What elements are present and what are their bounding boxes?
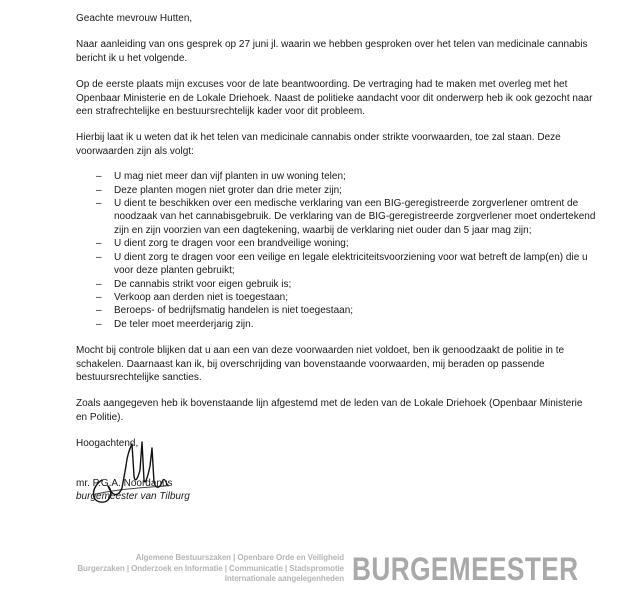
signer-title: burgemeester van Tilburg [76, 490, 190, 502]
condition-item: – U dient zorg te dragen voor een veilige en legale elektriciteitsvoorziening voor wat betreft de lamp(en) die u voor deze planten gebruikt; [76, 251, 596, 278]
footer-departments [72, 553, 344, 585]
condition-item: – De cannabis strikt voor eigen gebruik is; [76, 278, 596, 291]
paragraph-intro: Naar aanleiding van ons gesprek op 27 juni jl. waarin we hebben gesproken over het telen van medicinale cannabis bericht ik u het volgende. [76, 39, 588, 64]
condition-item: – U mag niet meer dan vijf planten in uw woning telen; [76, 170, 596, 183]
footer-department-line: Internationale aangelegenheden [224, 574, 344, 583]
letter-body [76, 12, 596, 503]
condition-item: – De teler moet meerderjarig zijn. [76, 318, 596, 331]
paragraph-apology: Op de eerste plaats mijn excuses voor de late beantwoording. De vertraging had te maken met overleg met het Openbaar Ministerie en de Lokale Driehoek. Naast de politieke aandacht voor dit onderwerp heb ik ook gezocht naar een strafrechtelijke en bestuursrechtelijk kader voor dit probleem. [76, 79, 593, 118]
condition-item: – U dient zorg te dragen voor een brandveilige woning; [76, 237, 596, 250]
signer-name: mr. P.G.A. Noordanus [76, 477, 173, 489]
conditions-list [76, 170, 596, 331]
footer-department-line: Burgerzaken | Onderzoek en Informatie | Communicatie | Stadspromotie [77, 563, 344, 573]
condition-item: – U dient te beschikken over een medische verklaring van een BIG-geregistreerde zorgverlener omtrent de noodzaak van het cannabisgebruik. De verklaring van de BIG-geregistreerde zorgverlener moet ondertekend zijn en zijn voorzien van een dagtekening, waarbij de verklaring niet ouder dan 5 jaar mag zijn; [76, 197, 596, 237]
paragraph-conditions-intro: Hierbij laat ik u weten dat ik het telen van medicinale cannabis onder strikte voorwaarden, toe zal staan. Deze voorwaarden zijn als volgt: [76, 132, 561, 157]
condition-item: – Deze planten mogen niet groter dan drie meter zijn; [76, 184, 596, 197]
paragraph-enforcement: Mocht bij controle blijken dat u aan een van deze voorwaarden niet voldoet, ben ik genoodzaakt de politie in te schakelen. Daarnaast kan ik, bij overschrijding van bovenstaande voorwaarden, mij beraden op passende bestuursrechtelijke sancties. [76, 345, 565, 383]
salutation: Geachte mevrouw Hutten, [76, 13, 193, 24]
closing: Hoogachtend, [76, 438, 139, 450]
footer-brand-wordmark: BURGEMEESTER [352, 551, 579, 587]
footer-department-line: Algemene Bestuurszaken | Openbare Orde en Veiligheid [135, 553, 344, 562]
condition-item: – Beroeps- of bedrijfsmatig handelen is niet toegestaan; [76, 304, 596, 317]
handwritten-signature [84, 436, 182, 508]
paragraph-coordination: Zoals aangegeven heb ik bovenstaande lijn afgestemd met de leden van de Lokale Driehoek (Openbaar Ministerie en Politie). [76, 398, 583, 423]
condition-item: – Verkoop aan derden niet is toegestaan; [76, 291, 596, 304]
